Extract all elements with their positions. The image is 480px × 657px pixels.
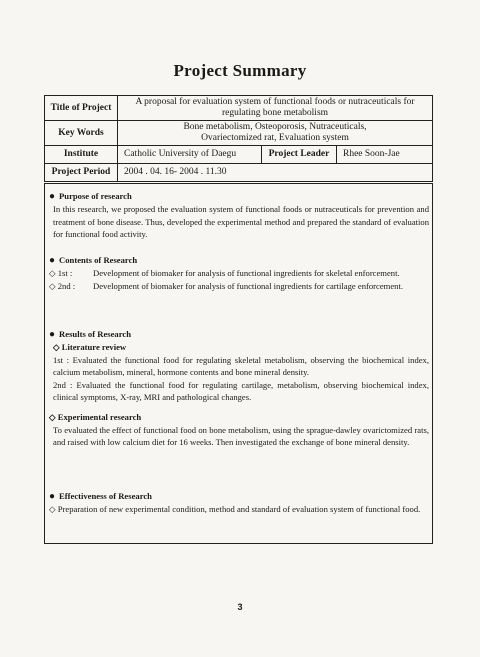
item-text: Development of biomaker for analysis of functional ingredients for skeletal enforcement. xyxy=(93,268,400,279)
summary-box xyxy=(44,183,433,544)
item-key: ◇ 1st : xyxy=(49,268,73,279)
bullet-icon: ● xyxy=(49,191,56,202)
period-value: 2004 . 04. 16- 2004 . 11.30 xyxy=(118,164,433,182)
project-info-table xyxy=(44,95,433,182)
experimental-heading: ◇ Experimental research xyxy=(49,412,142,423)
institute-label: Institute xyxy=(45,146,118,164)
keywords-value xyxy=(118,121,433,146)
section-heading: Contents of Research xyxy=(59,255,138,265)
section-heading: Results of Research xyxy=(59,329,131,339)
experimental-text: To evaluated the effect of functional food on bone metabolism, using the sprague-dawley ovarictomized rats, and raised with low calcium diet for 16 weeks. Then investigated the exchange of bone mineral density. xyxy=(53,424,429,448)
list-item xyxy=(49,267,429,279)
purpose-text: In this research, we proposed the evaluation system of functional foods or nutraceuticals for prevention and treatment of bone disease. Thus, developed the experimental method and prepared the standard of evaluation for functional food activity. xyxy=(53,204,429,240)
leader-value: Rhee Soon-Jae xyxy=(337,146,433,164)
keywords-line: Bone metabolism, Osteoporosis, Nutraceuticals, xyxy=(183,122,367,132)
purpose-section xyxy=(49,190,429,241)
contents-section xyxy=(49,254,429,292)
title-value: A proposal for evaluation system of functional foods or nutraceuticals for regulating bone metabolism xyxy=(118,96,433,121)
effectiveness-text: ◇ Preparation of new experimental condition, method and standard of evaluation system of functional food. xyxy=(49,504,421,515)
period-label: Project Period xyxy=(45,164,118,182)
title-label: Title of Project xyxy=(45,96,118,121)
keywords-label: Key Words xyxy=(45,121,118,146)
literature-text-2: 2nd : Evaluated the functional food for regulating cartilage, metabolism, observing biochemical index, clinical symptoms, X-ray, MRI and pathological changes. xyxy=(53,379,429,403)
literature-text-1: 1st : Evaluated the functional food for regulating skeletal metabolism, observing the biochemical index, calcium metabolism, mineral, hormone contents and bone mineral density. xyxy=(53,354,429,378)
institute-value: Catholic University of Daegu xyxy=(118,146,262,164)
section-heading: Purpose of research xyxy=(59,191,132,201)
section-heading: Effectiveness of Research xyxy=(59,491,152,501)
leader-label: Project Leader xyxy=(262,146,337,164)
results-section xyxy=(49,328,429,449)
bullet-icon: ● xyxy=(49,255,56,266)
literature-heading: ◇ Literature review xyxy=(53,342,127,353)
bullet-icon: ● xyxy=(49,329,56,340)
page-number: 3 xyxy=(237,602,243,612)
bullet-icon: ● xyxy=(49,491,56,502)
keywords-line: Ovariectomized rat, Evaluation system xyxy=(201,133,349,143)
effectiveness-section xyxy=(49,490,429,516)
list-item xyxy=(49,280,429,292)
page-title: Project Summary xyxy=(173,61,307,80)
item-key: ◇ 2nd : xyxy=(49,280,76,291)
item-text: Development of biomaker for analysis of functional ingredients for cartilage enforcement. xyxy=(93,280,403,291)
